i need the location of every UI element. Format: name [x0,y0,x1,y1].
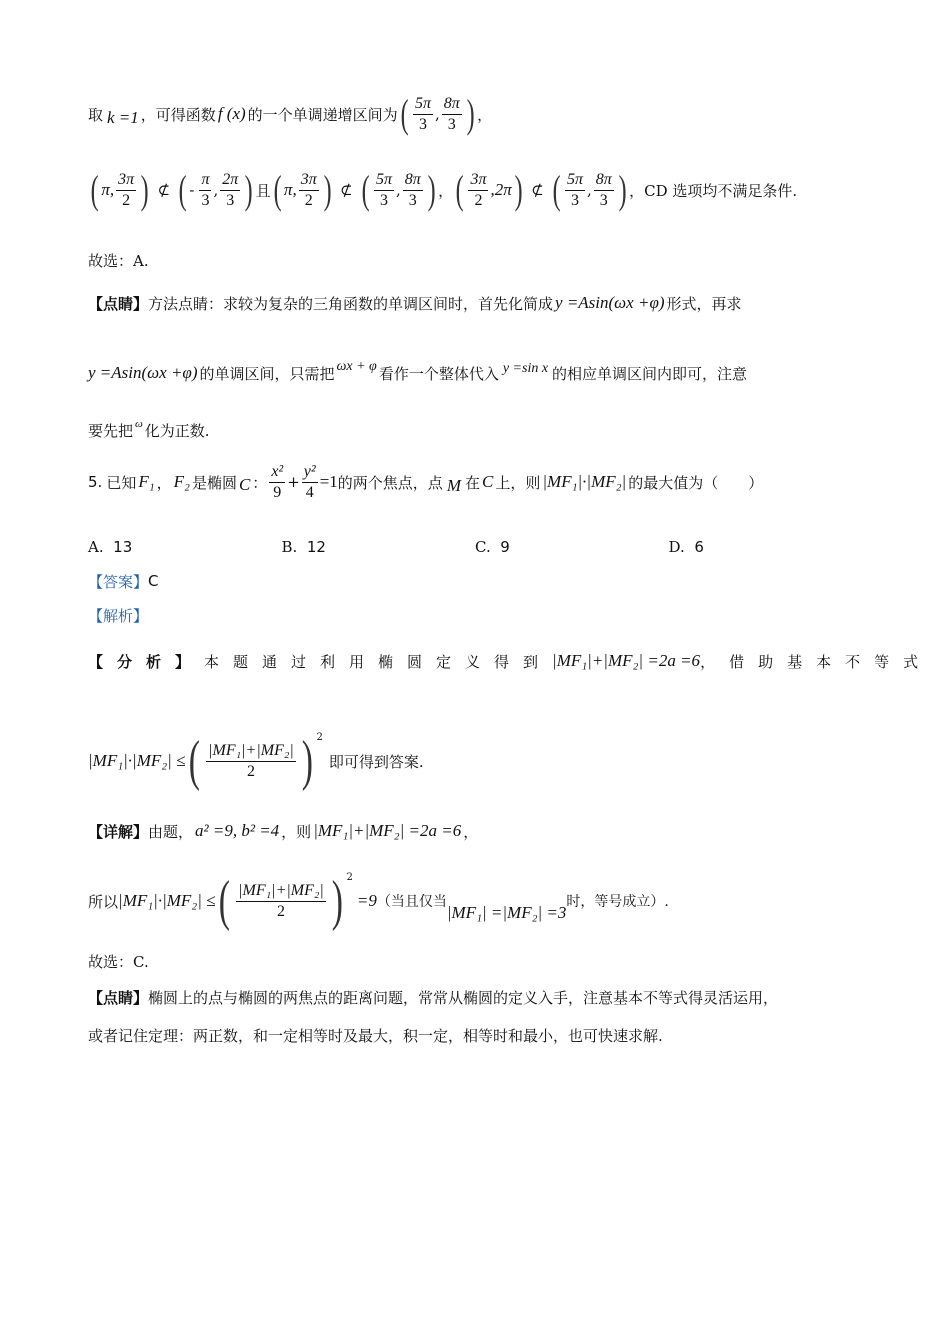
analysis-label: 【解析】 [88,606,149,625]
tip-line-2: y =Asin(ωx +φ) 的单调区间，只需把 ωx + φ 看作一个整体代入 y =sin x 的相应单调区间内即可，注意 [88,359,748,383]
option-c[interactable]: C. 9 [475,538,510,556]
answer-line [88,570,862,592]
paren-right: ) [466,91,475,136]
fraction: $\frac{5\pi}{3}$ [415,94,432,133]
text: ，CD 选项均不满足条件. [629,181,798,200]
detail-line: 【详解】 由题， a² =9, b² =4 ，则 |MF₁|+|MF₂| =2a =6 ， [88,821,479,841]
text: ，可得函数 [140,105,216,124]
tip-line-1: 【点睛】 方法点睛：求较为复杂的三角函数的单调区间时，首先化简成 y =Asin(ωx +φ) 形式，再求 [88,293,742,313]
option-b[interactable]: B. 12 [281,538,326,556]
option-a[interactable]: A. 13 [88,538,133,556]
formula: y =Asin(ωx +φ) [88,363,198,382]
k-equation: k =1 [107,108,139,127]
tip-label: 【点睛】 [88,294,149,313]
question-5: 5. 已知 F₁ ， F₂ 是椭圆 C ： $\frac{\text{x²}}{9}$ + $\frac{\text{y²}}{4}$ =1 的两个焦点，点 M 在 C 上，则 |MF₁|·|MF₂| 的最大值为（ ） [88,462,764,501]
fraction-x: $\frac{\text{x²}}{9}$ [271,462,284,501]
analysis-line [88,604,862,626]
paren-left: ( [400,91,409,136]
text: 且 [255,181,271,200]
inequality-line: |MF₁|·|MF₂| ≤ ( $\frac{\text{|MF₁|+|MF₂|}}{2}$ ) 2 即可得到答案. [88,730,424,792]
option-d[interactable]: D. 6 [668,538,704,556]
final-tip-line-2: 或者记住定理：两正数，和一定相等时及最大，积一定，相等时和最小，也可快速求解. [88,1026,663,1045]
fenxi-line: 【分析】 本题通过利用椭圆定义得到 |MF₁|+|MF₂| =2a =6 ，借助基本不等式 [88,651,933,671]
not-subset-symbol: ⊄ [157,181,171,199]
formula: y =Asin(ωx +φ) [555,293,665,312]
tip-label: 【点睛】 [88,988,149,1007]
choose-c: 故选：C. [88,952,149,971]
line-subset-check: ( π, $\frac{3\pi}{2}$ ) ⊄ ( - $\frac{\pi}{3}$ , $\frac{2\pi}{3}$ ) 且 ( π, $\frac{3\pi}{2}$ ) ⊄ ( $\frac{5\pi}{3}$ , $\frac{8\pi}{3}$ ) ， ( $\frac{3\pi}{2}$ ,2π ) ⊄ ( $\frac{5\pi}{3}$ , $\frac{8\pi}{3}$ ) ，CD 选项均不满足条件. [90,167,798,212]
conclusion-line: 所以 |MF₁|·|MF₂| ≤ ( $\frac{\text{|MF₁|+|MF₂|}}{2}$ ) 2 =9 （当且仅当 |MF₁| =|MF₂| =3 时，等号成立）. [88,870,669,932]
fenxi-label: 【分析】 [88,652,205,671]
question-number: 5. [88,473,103,491]
line-monotonic-interval: 取 k =1 ，可得函数 f (x) 的一个单调递增区间为 ( $\frac{5\pi}{3}$ , $\frac{8\pi}{3}$ ) ， [88,91,493,136]
detail-label: 【详解】 [88,822,149,841]
choose-a: 故选：A. [88,251,149,270]
text: ， [477,105,493,124]
options-row [88,536,862,558]
fraction-y: $\frac{\text{y²}}{4}$ [303,462,316,501]
tip-line-3: 要先把 ω 化为正数. [88,418,210,440]
fraction: $\frac{8\pi}{3}$ [443,94,460,133]
text: 取 [88,105,104,124]
final-tip-line-1: 【点睛】 椭圆上的点与椭圆的两焦点的距离问题，常常从椭圆的定义入手，注意基本不等式得灵活运用， [88,988,779,1007]
function-f: f (x) [217,104,246,123]
text: 的一个单调递增区间为 [247,105,398,124]
answer-label: 【答案】 [88,572,149,591]
answer-value: C [148,572,159,590]
